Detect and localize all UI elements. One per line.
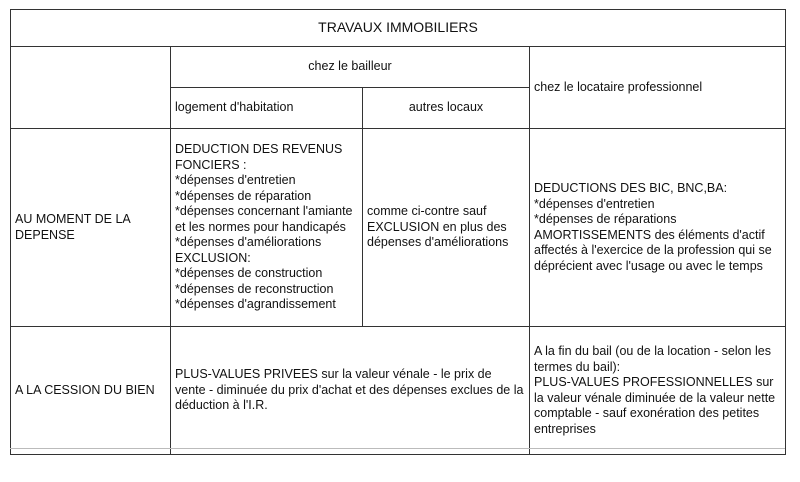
cell-line: *dépenses d'agrandissement [175,297,336,312]
table-title: TRAVAUX IMMOBILIERS [11,10,786,47]
cell-line: *dépenses d'entretien [534,196,655,211]
cell-line: DEDUCTIONS DES BIC, BNC,BA: [534,181,728,195]
cell-line: A la fin du bail (ou de la location - selon les termes du bail): [534,344,771,374]
empty-header-cell [11,47,171,129]
header-bailleur: chez le bailleur [171,47,530,88]
cell-cession-locataire [530,327,786,455]
cell-line: EXCLUSION: [175,250,251,265]
cell-line: *dépenses de réparation [175,188,312,203]
cell-line: *dépenses de construction [175,266,323,281]
cell-line: *dépenses de reconstruction [175,281,334,296]
cell-line: DEDUCTION DES REVENUS FONCIERS : [175,142,343,172]
cell-line: *dépenses d'améliorations [175,235,322,250]
cell-line: *dépenses d'entretien [175,173,296,188]
header-autres-locaux: autres locaux [363,88,530,129]
travaux-table [10,9,786,455]
page-bottom-rule [10,448,785,449]
cell-depense-locataire [530,129,786,327]
cell-line: PLUS-VALUES PROFESSIONNELLES sur la valeur vénale diminuée de la valeur nette comptable - sauf exonération des petites entreprises [534,375,776,436]
cell-line: AMORTISSEMENTS des éléments d'actif affectés à l'exercice de la profession qui se déprécient avec l'usage ou avec le temps [534,227,772,273]
header-logement: logement d'habitation [171,88,363,129]
cell-depense-logement [171,129,363,327]
cell-line: *dépenses concernant l'amiante et les normes pour handicapés [175,204,353,234]
cell-line: *dépenses de réparations [534,212,677,226]
cell-depense-autres: comme ci-contre sauf EXCLUSION en plus des dépenses d'améliorations [363,129,530,327]
cell-cession-bailleur: PLUS-VALUES PRIVEES sur la valeur vénale - le prix de vente - diminuée du prix d'achat et des dépenses exclues de la déduction à l'I.R. [171,327,530,455]
row-label-depense: AU MOMENT DE LA DEPENSE [11,129,171,327]
header-locataire: chez le locataire professionnel [530,47,786,129]
row-label-cession: A LA CESSION DU BIEN [11,327,171,455]
